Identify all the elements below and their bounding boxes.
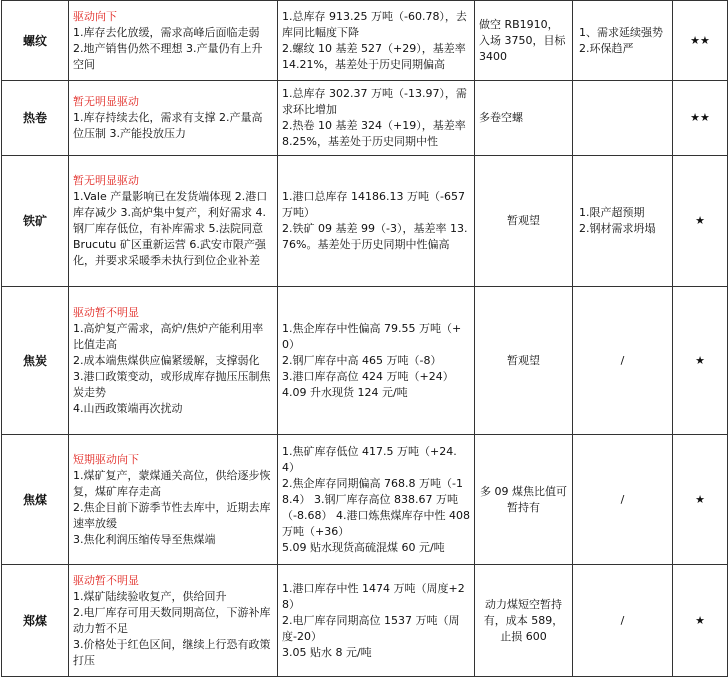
- table-row: [2, 565, 728, 677]
- inventory-basis-cell: 1.总库存 302.37 万吨（-13.97），需求环比增加 2.热卷 10 基差 324（+19），基差率 8.25%，基差处于历史同期中性: [278, 81, 475, 156]
- table-row: [2, 1, 728, 81]
- driver-direction: 驱动暂不明显: [73, 305, 139, 319]
- rating-stars: ★: [673, 435, 728, 565]
- commodity-name: 螺纹: [2, 1, 69, 81]
- risk-cell: 1.限产超预期 2.钢材需求坍塌: [573, 156, 673, 287]
- strategy-cell: 暂观望: [475, 287, 573, 435]
- driver-detail: 1.库存去化放缓，需求高峰后面临走弱 2.地产销售仍然不理想 3.产量仍有上升空间: [73, 25, 263, 71]
- driver-detail: 1.库存持续去化，需求有支撑 2.产量高位压制 3.产能投放压力: [73, 111, 263, 140]
- table-row: [2, 156, 728, 287]
- rating-stars: ★: [673, 565, 728, 677]
- risk-cell: /: [573, 435, 673, 565]
- commodity-name: 热卷: [2, 81, 69, 156]
- driver-cell: [69, 287, 278, 435]
- commodity-name: 焦炭: [2, 287, 69, 435]
- commodity-name: 铁矿: [2, 156, 69, 287]
- driver-detail: 1.高炉复产需求，高炉/焦炉产能利用率比值走高 2.成本端焦煤供应偏紧缓解，支撑弱化 3.港口政策变动，或形成库存抛压压制焦炭走势 4.山西政策端再次扰动: [73, 321, 271, 415]
- rating-stars: ★: [673, 156, 728, 287]
- table-row: [2, 435, 728, 565]
- driver-detail: 1.Vale 产量影响已在发货端体现 2.港口库存减少 3.高炉集中复产，利好需求 4.钢厂库存低位，有补库需求 5.法院同意 Brucutu 矿区重新运营 6.武安市限产强化，并要求采暖季未执行到位企业补差: [73, 190, 268, 267]
- driver-direction: 驱动暂不明显: [73, 573, 139, 587]
- driver-direction: 驱动向下: [73, 9, 117, 23]
- driver-cell: [69, 435, 278, 565]
- driver-detail: 1.煤矿复产，蒙煤通关高位，供给逐步恢复，煤矿库存走高 2.焦企目前下游季节性去库中，近期去库速率放缓 3.焦化利润压缩传导至焦煤端: [73, 468, 271, 546]
- rating-stars: ★★: [673, 1, 728, 81]
- driver-cell: [69, 81, 278, 156]
- driver-direction: 暂无明显驱动: [73, 174, 139, 187]
- risk-cell: /: [573, 565, 673, 677]
- driver-cell: [69, 156, 278, 287]
- rating-stars: ★: [673, 287, 728, 435]
- driver-direction: 短期驱动向下: [73, 452, 139, 466]
- table-row: [2, 287, 728, 435]
- strategy-cell: 动力煤短空暂持有，成本 589，止损 600: [475, 565, 573, 677]
- commodity-name: 郑煤: [2, 565, 69, 677]
- commodity-name: 焦煤: [2, 435, 69, 565]
- inventory-basis-cell: 1.港口库存中性 1474 万吨（周度+28） 2.电厂库存同期高位 1537 万吨（周度-20） 3.05 贴水 8 元/吨: [278, 565, 475, 677]
- risk-cell: [573, 81, 673, 156]
- commodity-strategy-table: [1, 0, 728, 677]
- rating-stars: ★★: [673, 81, 728, 156]
- strategy-cell: 做空 RB1910，入场 3750，目标 3400: [475, 1, 573, 81]
- table-row: [2, 81, 728, 156]
- inventory-basis-cell: 1.焦矿库存低位 417.5 万吨（+24.4） 2.焦企库存同期偏高 768.8 万吨（-18.4） 3.钢厂库存高位 838.67 万吨（-8.68） 4.港口炼焦煤库存中性 408 万吨（+36） 5.09 贴水现货高硫混煤 60 元/吨: [278, 435, 475, 565]
- driver-cell: [69, 565, 278, 677]
- inventory-basis-cell: 1.焦企库存中性偏高 79.55 万吨（+0） 2.钢厂库存中高 465 万吨（-8） 3.港口库存高位 424 万吨（+24） 4.09 升水现货 124 元/吨: [278, 287, 475, 435]
- strategy-cell: 多卷空螺: [475, 81, 573, 156]
- strategy-cell: 暂观望: [475, 156, 573, 287]
- strategy-cell: 多 09 煤焦比值可暂持有: [475, 435, 573, 565]
- inventory-basis-cell: 1.港口总库存 14186.13 万吨（-657 万吨） 2.铁矿 09 基差 99（-3），基差率 13.76%。基差处于历史同期中性偏高: [278, 156, 475, 287]
- risk-cell: 1、需求延续强势 2.环保趋严: [573, 1, 673, 81]
- driver-direction: 暂无明显驱动: [73, 95, 139, 108]
- risk-cell: /: [573, 287, 673, 435]
- inventory-basis-cell: 1.总库存 913.25 万吨（-60.78），去库同比幅度下降 2.螺纹 10 基差 527（+29），基差率 14.21%，基差处于历史同期偏高: [278, 1, 475, 81]
- driver-detail: 1.煤矿陆续验收复产，供给回升 2.电厂库存可用天数同期高位，下游补库动力暂不足 3.价格处于红色区间，继续上行恐有政策打压: [73, 589, 271, 667]
- driver-cell: [69, 1, 278, 81]
